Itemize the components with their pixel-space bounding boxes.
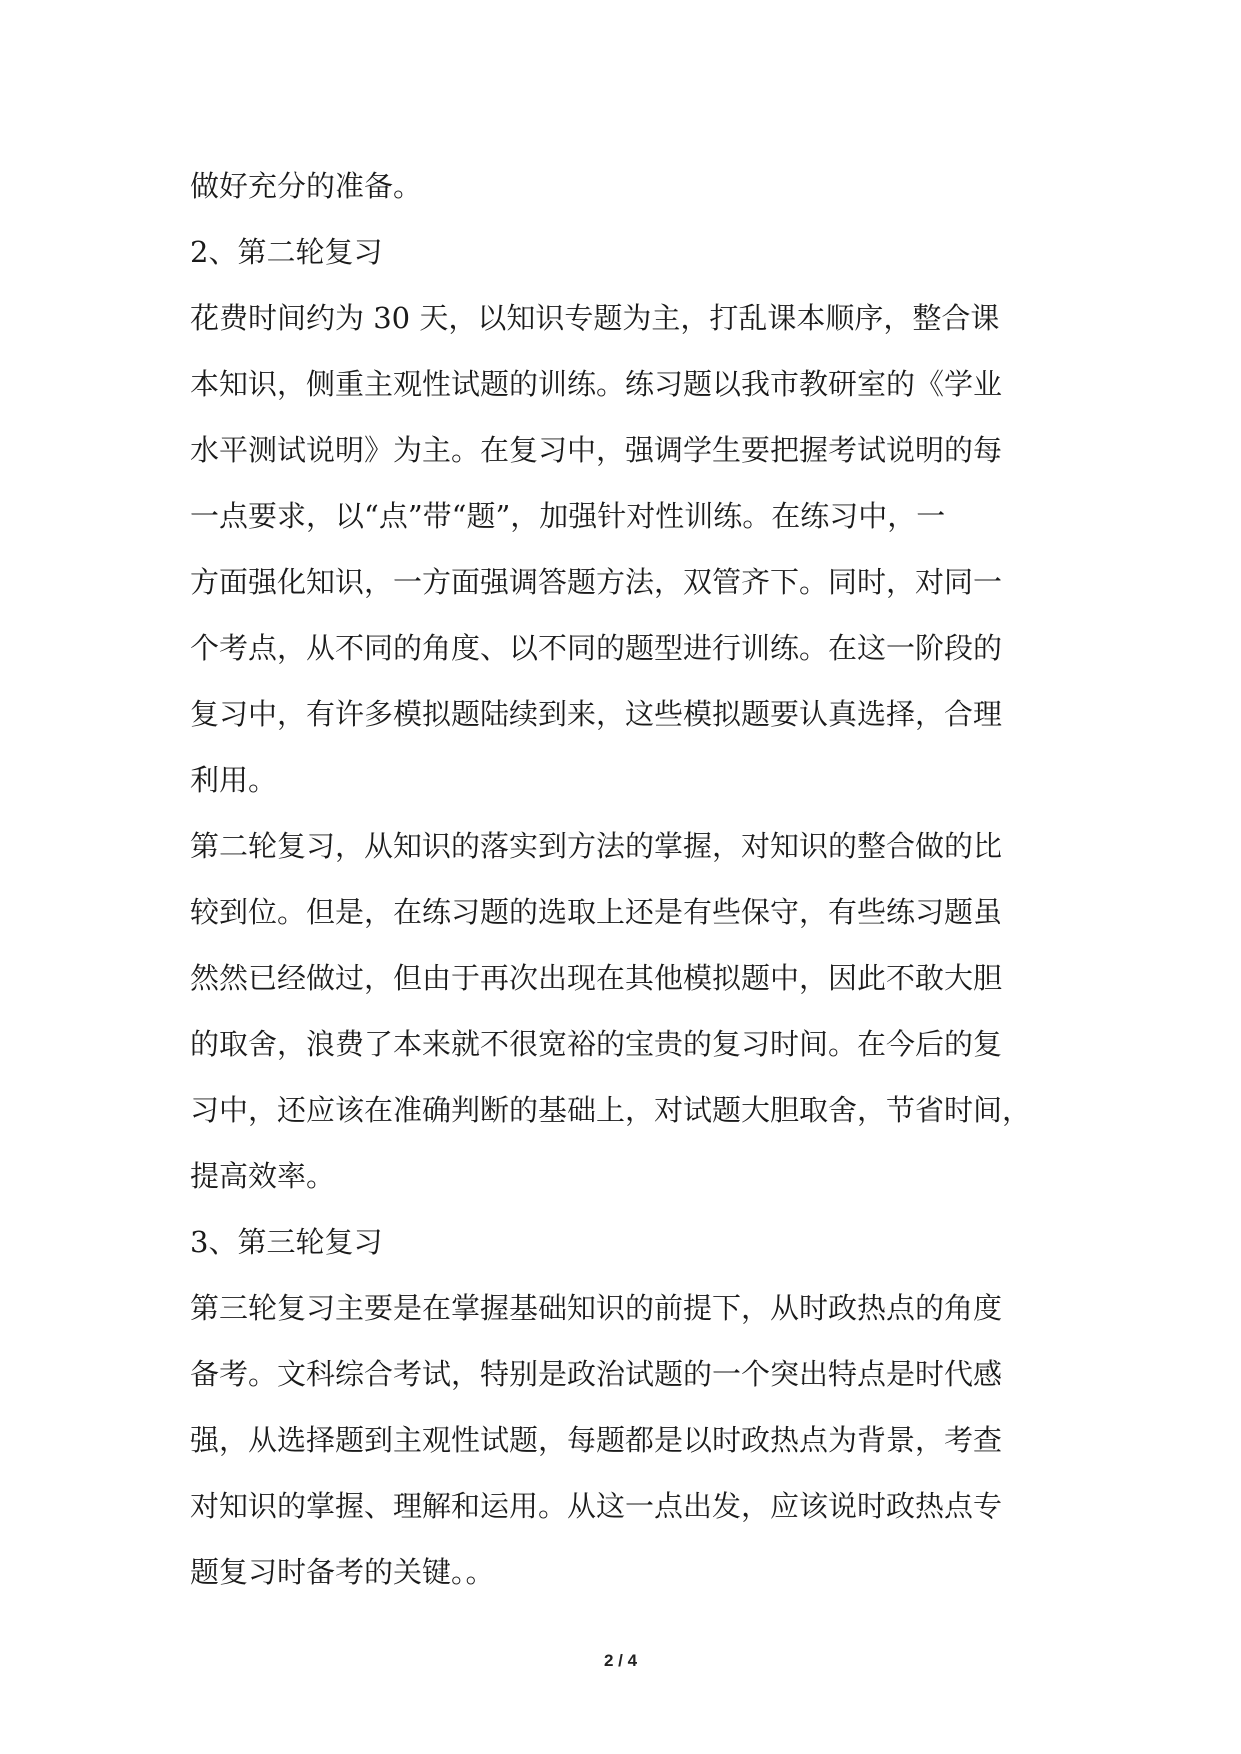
paragraph-line: 题复习时备考的关键。。 — [190, 1555, 495, 1589]
paragraph-line: 花费时间约为 30 天，以知识专题为主，打乱课本顺序，整合课 — [190, 301, 1000, 335]
paragraph-line: 备考。文科综合考试，特别是政治试题的一个突出特点是时代感 — [190, 1357, 1003, 1391]
paragraph-line: 一点要求，以“点”带“题”，加强针对性训练。在练习中，一 — [190, 499, 946, 533]
paragraph-line: 对知识的掌握、理解和运用。从这一点出发，应该说时政热点专 — [190, 1489, 1003, 1523]
paragraph-line: 较到位。但是，在练习题的选取上还是有些保守，有些练习题虽 — [190, 895, 1003, 929]
paragraph-line: 复习中，有许多模拟题陆续到来，这些模拟题要认真选择，合理 — [190, 697, 1003, 731]
paragraph-line: 个考点，从不同的角度、以不同的题型进行训练。在这一阶段的 — [190, 631, 1003, 665]
paragraph-line: 的取舍，浪费了本来就不很宽裕的宝贵的复习时间。在今后的复 — [190, 1027, 1003, 1061]
paragraph-line: 第二轮复习，从知识的落实到方法的掌握，对知识的整合做的比 — [190, 829, 1003, 863]
paragraph-line: 强，从选择题到主观性试题，每题都是以时政热点为背景，考查 — [190, 1423, 1003, 1457]
paragraph-line: 然然已经做过，但由于再次出现在其他模拟题中，因此不敢大胆 — [190, 961, 1003, 995]
paragraph-line: 本知识，侧重主观性试题的训练。练习题以我市教研室的《学业 — [190, 367, 1003, 401]
paragraph-line: 水平测试说明》为主。在复习中，强调学生要把握考试说明的每 — [190, 433, 1003, 467]
paragraph-line: 做好充分的准备。 — [190, 169, 423, 203]
paragraph-line: 第三轮复习主要是在掌握基础知识的前提下，从时政热点的角度 — [190, 1291, 1003, 1325]
paragraph-line: 利用。 — [190, 763, 278, 797]
section-heading-second-round: 2、第二轮复习 — [190, 235, 383, 269]
section-heading-third-round: 3、第三轮复习 — [190, 1225, 383, 1259]
document-body — [190, 153, 1060, 1605]
paragraph-line: 提高效率。 — [190, 1159, 336, 1193]
page-number: 2 / 4 — [603, 1651, 638, 1670]
paragraph-line: 方面强化知识，一方面强调答题方法，双管齐下。同时，对同一 — [190, 565, 1003, 599]
paragraph-line: 习中，还应该在准确判断的基础上，对试题大胆取舍，节省时间， — [190, 1093, 1032, 1127]
